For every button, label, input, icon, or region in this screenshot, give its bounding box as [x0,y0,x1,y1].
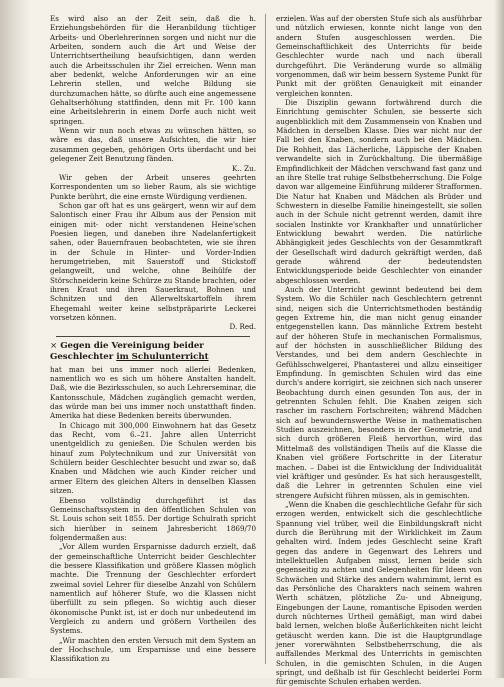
article-heading [50,341,256,363]
paragraph: Ebenso vollständig durchgeführt ist das Gemeinschaftssystem in den öffentlichen Schulen von St. Louis schon seit 1855. Der dortige Schulrath spricht sich hierüber in seinem Jahresbericht 1869/70 folgendermaßen aus: [50,495,256,542]
paragraph: Die Disziplin gewann fortwährend durch die Einrichtung gemischter Schulen, sie besserte sich augenblicklich mit dem Zusammensein von Knaben und Mädchen in derselben Klasse. Dies war nicht nur der Fall bei den Knaben, sondern auch bei den Mädchen. Die Rohheit, das Lächerliche, Läppische der Knaben verwandelte sich in Zurückhaltung. Die übermäßige Empfindlichkeit der Mädchen verschwand fast ganz und an ihre Stelle trat ruhige Selbstbeherrschung. Die Folge davon war allgemeine Einführung milderer Strafformen. Die Natur hat Knaben und Mädchen als Brüder und Schwestern in dieselbe Familie hineingestellt, sie sollen auch in der Schule nicht getrennt werden, damit ihre socialen Instinkte vor Krankhafter und unnatürlicher Entwicklung bewahrt werden. Die natürliche Abhängigkeit jedes Geschlechts von der Gesammtkraft der Gesellschaft wird dadurch gekräftigt werden, daß gerade während der bedeutendsten Entwicklungsperiode beide Geschlechter von einander abgeschlossen werden. [276,98,482,285]
page-edge-shadow [494,0,504,678]
left-column [50,14,256,674]
paragraph: „Wenn die Knaben die geschlechtliche Gefahr für sich erzogen werden, entwickelt sich die geschlechtliche Spannung viel trüber, weil die Einbildungskraft nicht durch die Berührung mit der Wirklichkeit im Zaum gehalten wird. Indem jedes Geschlecht seine Kraft gegen das andere in Gegenwart des Lehrers und intellektuellen Aufgaben misst, lernen beide sich gegenseitig zu achten und Gelegenheiten für Ideen von Schwächen und Stärke des andern wahrnimmt, lernt es das Persönliche des Charakters nach seinem wahren Werth schätzen, plötzliche Zu- und Abneigung, Eingebungen der Laune, romantische Episoden werden durch nüchternes Urtheil gemäßigt, man wird dabei bald lernen, welchen bloße Äußerlichkeiten nicht leicht getäuscht werden kann. Die ist die Hauptgrundlage jener vorerwähnten Selbstbeherrschung, die als auffallendes Merkmal des Unterrichts in gemischten Schulen, in die gemischten Schulen, in die Augen springt, und deßhalb ist für Geschlecht beiderlei Form für gemischte Schulen erhaben werden. [276,499,482,687]
paragraph [50,201,256,332]
author-signature: K.. Zu. [232,163,256,173]
paragraph: Wir geben der Arbeit unseres geehrten Korrespondenten um so lieber Raum, als sie wichtige Punkte berührt, die eine ernste Würdigung verdienen. [50,172,256,201]
paragraph: hat man bei uns immer noch allerlei Bedenken, namentlich wo es sich um höhere Anstalten handelt. Daß, wie die Bezirksschulen, so auch Lehrerseminar, die Kantonsschule, Mädchen zugänglich gemacht werden, das würde man bei uns immer noch unstatthaft finden. Amerika hat diese Bedenken bereits überwunden. [50,364,256,421]
text-columns [50,14,482,687]
paragraph: In Chicago mit 300,000 Einwohnern hat das Gesetz das Recht, vom 6.–21. Jahre allen Unterricht unentgeldlich zu genießen. Die Schulen werden bis hinauf zum Polytechnikum und zur Universität von Schülern beider Geschlechter besucht und zwar so, daß Knaben und Mädchen wie auch Kinder reicher und armer Eltern des gleichen Alters in denselben Klassen sitzen. [50,420,256,496]
paragraph [50,126,256,173]
right-column [276,14,482,687]
page-binding-shadow [0,0,30,678]
editor-signature: D. Red. [229,322,256,332]
section-rule [56,336,250,337]
paragraph: „Wir machten den ersten Versuch mit dem System an der Hochschule, um Ersparnisse und eine bessere Klassifikation zu [50,635,256,664]
column-divider [265,14,266,664]
paragraph: Es wird also an der Zeit sein, daß die h. Erziehungsbehörden für die Heranbildung tüchtiger Arbeits- und Oberlehrerinnen sorgen und nicht nur die Arbeiten, sondern auch die Art und Weise der Unterrichtsertheilung beaufsichtigen, dann werden auch die Arbeitsschulen ihr Ziel erreichen. Wenn man aber bedenkt, welche Anforderungen wir an eine Lehrerin stellen, und welche Bildung sie durchzumachen hätte, so dürfte auch eine angemessene Gehaltserhöhung stattfinden, denn mit Fr. 100 kann eine Arbeitslehrerin in einem Dorfe auch nicht weit springen. [50,14,256,126]
paragraph: Auch der Unterricht gewinnt bedeutend bei dem System. Wo die Schüler nach Geschlechtern getrennt sind, neigen sich die Unterrichtsmethoden beständig gegen Extreme hin, die man nicht genug einander entgegenstellen kann. Das männliche Extrem besteht auf der höheren Stufe in mechanischen Formalismus, auf der höchsten in ausschließlicher Bildung des Verstandes, und bei dem andern Geschlechte in Gefühlsschwelgerei, Phantasterei und allzu einseitiger Empfindung. In gemischten Schulen wird das eine durch's andere korrigirt, sie zeichnen sich nach unserer Beobachtung durch einen gesunden Ton aus, der in getrennten Schulen fehlt. Die Knaben zeigen sich rascher im raschern Fortschreiten; während Mädchen sich auf bewundernswerthe Weise in mathematischen Studien auszeichnen, besonders in der Geometrie, und sich durch größeren Fleiß hervorthun, wird das Mittelmaß des vollständigen Theils auf die Klasse die Knaben viel größere Fortschritte in der Literatur machen. – Dabei ist die Entwicklung der Individualität viel kräftiger und gesünder. Es hat sich herausgestellt, daß die Lehrer in getrennten Schulen eine viel strengere Aufsicht führen müssen, als in gemischten. [276,284,482,500]
heading-cross-mark: × [50,340,58,351]
paragraph: „Vor Allem wurden Ersparnisse dadurch erzielt, daß der gemeinschaftliche Unterricht beider Geschlechter die bessere Klassifikation und größere Klassen möglich machte. Die Trennung der Geschlechter erfordert zweimal soviel Lehrer für dieselbe Anzahl von Schülern namentlich auf höherer Stufe, wo die Klassen nicht überfüllt zu sein pflegen. So wichtig auch dieser ökonomische Punkt ist, ist er doch nur unbedeutend im Vergleich zu andern und größern Vortheilen des Systems. [50,542,256,636]
paragraph-text: Schon gar oft hat es uns geärgert, wenn wir auf dem Salontisch einer Frau ihr Album aus der Pension mit einigen mit- oder nicht verstandenen Heine'schen Poesien liegen, und daneben ihre Nadelanfertigkeit sahen, oder Bauernfrauen beobachteten, wie sie ihren in der Schule in Hinter- und Vorder-Indien herumgetrieben, mit Sauerstoff und Stickstoff gelangweilt, und welche, ohne Beihülfe der Störschneiderin keine Schürze zu Stande brachten, oder ihren Kraut und ihren Sauerkraut, Bohnen und Schnitzen und den Allerweltskartoffeln ihrem Ehegemahl weiter keine selbstpräparirte Leckerei vorsetzen können. [50,200,256,322]
heading-subtext: im Schulunterricht [116,351,209,362]
heading-text: Gegen die Vereinigung beider Geschlechter [50,340,204,362]
paragraph-text: Wenn wir nun noch etwas zu wünschen hätten, so wäre es das, daß unsere Aufsichten, die wir hier zusammen gegeben, gehörigen Orts überdacht und bei gelegener Zeit Benutzung fänden. [50,126,256,164]
paragraph: erzielen. Was auf der obersten Stufe sich als ausführbar und nützlich erwiesen, konnte nicht lange von den andern Stufen ausgeschlossen werden. Die Gemeinschaftlichkeit des Unterrichts für beide Geschlechter wurde nach und nach überall durchgeführt. Die Veränderung wurde so allmälig vorgenommen, daß wir beim bessern Systeme Punkt für Punkt mit der größten Genauigkeit mit einander vergleichen konnten. [276,14,482,98]
